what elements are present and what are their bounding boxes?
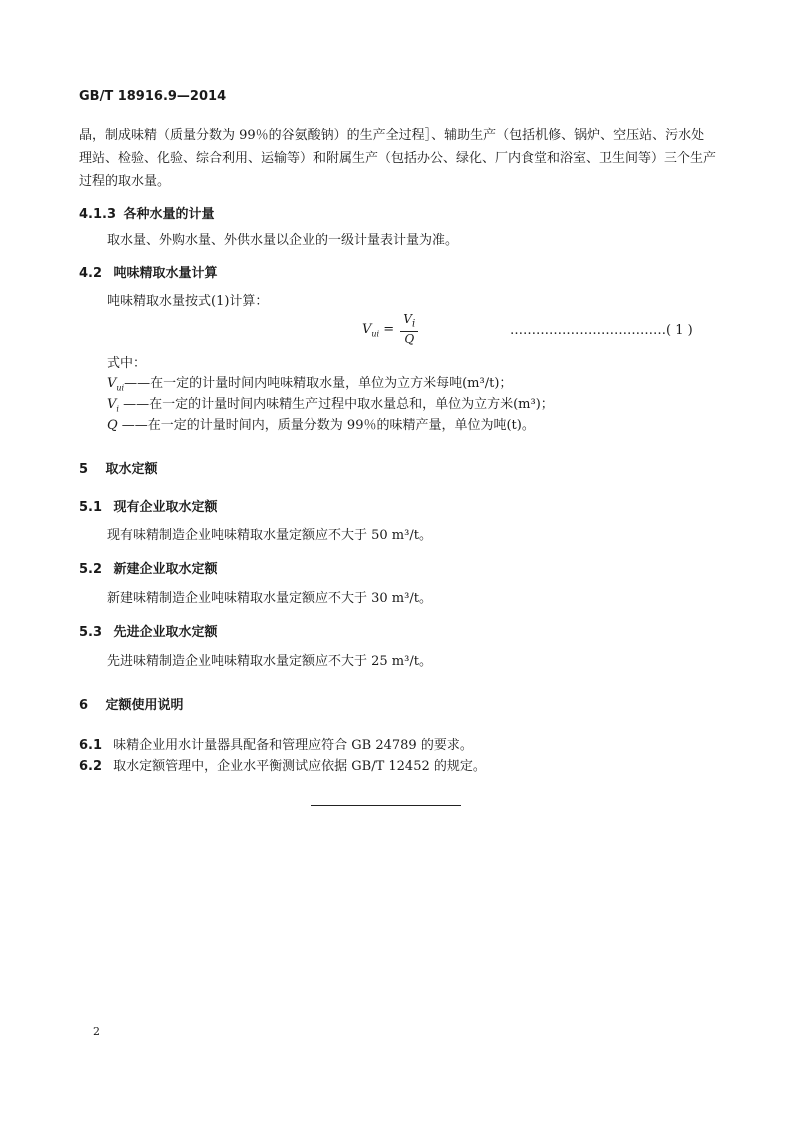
section-title: 新建企业取水定额 (113, 562, 218, 577)
section-4-2-heading (79, 262, 218, 281)
end-rule (311, 805, 461, 806)
section-number: 6.1 (79, 738, 103, 753)
definition-text: ——在一定的计量时间内味精生产过程中取水量总和，单位为立方米(m³)； (118, 397, 554, 412)
section-title: 吨味精取水量计算 (113, 266, 218, 281)
where-label: 式中： (107, 356, 147, 371)
formula-equals: = (383, 322, 395, 338)
section-title: 现有企业取水定额 (113, 500, 218, 515)
definition-item (107, 417, 535, 439)
definition-symbol: Q (107, 418, 118, 433)
section-number: 6 (79, 698, 89, 713)
formula-number (510, 322, 693, 339)
section-number: 4.1.3 (79, 207, 117, 222)
section-body: 取水定额管理中，企业水平衡测试应依据 GB/T 12452 的规定。 (113, 759, 486, 774)
definition-symbol: $V_{ui}$ (107, 376, 125, 393)
formula-denominator: Q (404, 332, 415, 347)
section-title: 定额使用说明 (105, 698, 184, 713)
section-5-2-heading (79, 558, 218, 577)
definition-text: ——在一定的计量时间内吨味精取水量，单位为立方米每吨(m³/t)； (124, 376, 513, 391)
section-5-1-body: 现有味精制造企业吨味精取水量定额应不大于 50 m³/t。 (107, 528, 432, 543)
section-number: 6.2 (79, 759, 103, 774)
section-5-heading (79, 458, 158, 477)
section-6-1 (79, 737, 473, 754)
definition-symbol: $V_i$ (107, 397, 119, 414)
section-4-2-intro: 吨味精取水量按式(1)计算： (107, 294, 269, 309)
document-header: GB/T 18916.9—2014 (79, 89, 227, 104)
section-5-3-body: 先进味精制造企业吨味精取水量定额应不大于 25 m³/t。 (107, 654, 432, 669)
formula-leader-dots: ……………………………… (510, 323, 666, 338)
section-5-2-body: 新建味精制造企业吨味精取水量定额应不大于 30 m³/t。 (107, 591, 432, 606)
section-number: 5 (79, 462, 89, 477)
definition-text: ——在一定的计量时间内，质量分数为 99％的味精产量，单位为吨(t)。 (117, 418, 535, 433)
section-4-1-3-heading (79, 203, 215, 222)
section-number: 5.1 (79, 500, 103, 515)
formula-lhs: $V_{ui}$ (362, 322, 380, 339)
definition-item (107, 396, 554, 418)
section-6-heading (79, 694, 184, 713)
intro-line-1: 晶，制成味精（质量分数为 99％的谷氨酸钠）的生产全过程］、辅助生产（包括机修、锅炉、空压站、污水处 (79, 128, 705, 143)
section-title: 各种水量的计量 (123, 207, 215, 222)
section-4-1-3-body: 取水量、外购水量、外供水量以企业的一级计量表计量为准。 (107, 233, 459, 248)
formula-1 (362, 312, 418, 347)
definition-item (107, 375, 512, 397)
formula-fraction (400, 312, 418, 347)
section-6-2 (79, 758, 486, 775)
section-number: 5.2 (79, 562, 103, 577)
section-title: 先进企业取水定额 (113, 625, 218, 640)
formula-label: ( 1 ) (666, 323, 693, 338)
section-5-3-heading (79, 621, 218, 640)
section-body: 味精企业用水计量器具配备和管理应符合 GB 24789 的要求。 (113, 738, 473, 753)
formula-numerator: $V_i$ (400, 312, 418, 332)
intro-line-2: 理站、检验、化验、综合利用、运输等）和附属生产（包括办公、绿化、厂内食堂和浴室、卫生间等）三个生产 (79, 151, 717, 166)
page-number: 2 (93, 1025, 100, 1038)
intro-line-3: 过程的取水量。 (79, 174, 171, 189)
section-5-1-heading (79, 496, 218, 515)
section-title: 取水定额 (105, 462, 158, 477)
section-number: 5.3 (79, 625, 103, 640)
section-number: 4.2 (79, 266, 103, 281)
